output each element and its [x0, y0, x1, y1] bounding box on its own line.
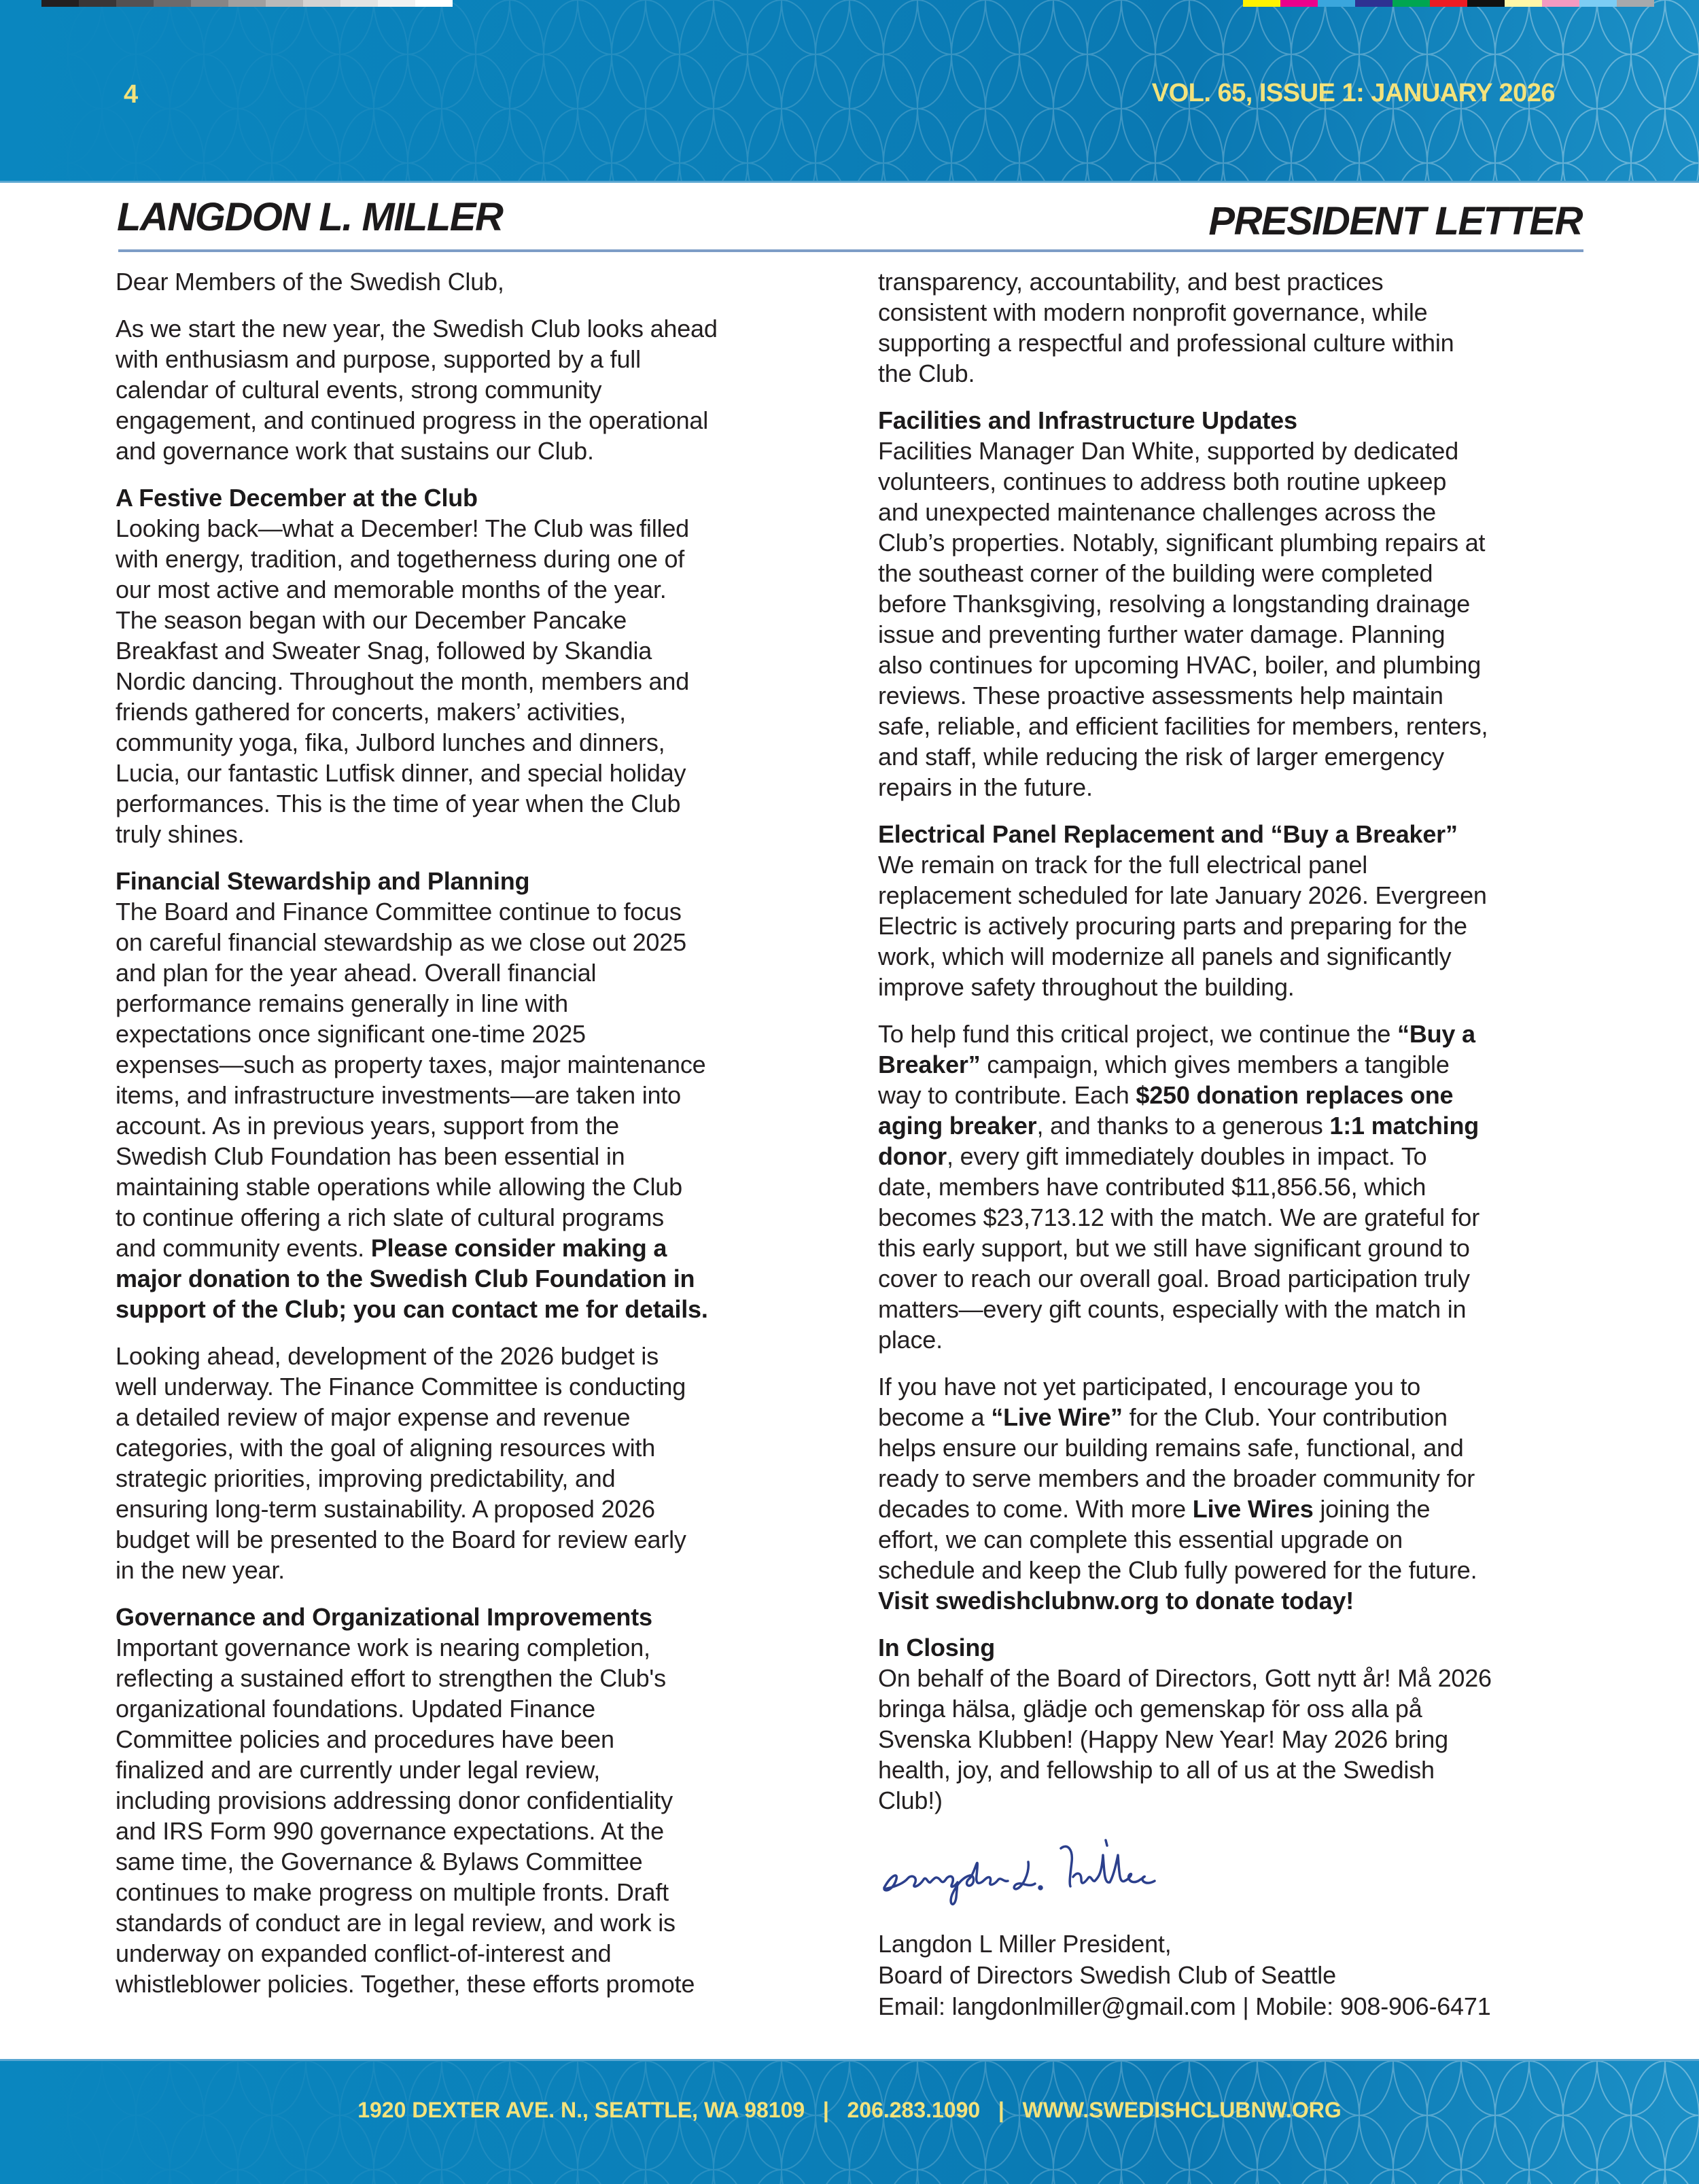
left-column [116, 266, 718, 1999]
registration-swatch [191, 0, 228, 7]
paragraph [116, 482, 718, 849]
paragraph [116, 266, 718, 297]
registration-swatch [1467, 0, 1505, 7]
paragraph [878, 1019, 1492, 1355]
section-heading: A Festive December at the Club [116, 484, 478, 512]
signoff-name: Langdon L Miller President, [878, 1930, 1172, 1958]
registration-swatch [303, 0, 340, 7]
author-title: LANGDON L. MILLER [117, 195, 503, 239]
registration-swatch [1542, 0, 1579, 7]
emphasis-text: “Buy a Breaker” [878, 1020, 1475, 1078]
footer-website-link[interactable]: WWW.SWEDISHCLUBNW.ORG [1022, 2098, 1342, 2122]
registration-swatch [1355, 0, 1393, 7]
registration-swatch [1505, 0, 1542, 7]
footer-separator: | [822, 2098, 829, 2122]
registration-swatch [1579, 0, 1617, 7]
signoff-block [878, 1928, 1491, 2022]
signoff-organization: Board of Directors Swedish Club of Seattle [878, 1961, 1336, 1989]
issue-label: VOL. 65, ISSUE 1: JANUARY 2026 [1151, 79, 1555, 107]
footer-contact [0, 2096, 1699, 2124]
registration-swatch [1243, 0, 1280, 7]
paragraph [878, 819, 1492, 1002]
body-text: transparency, accountability, and best practices consistent with modern nonprofit governance, while supporting a respectful and professional culture within the Club. [878, 268, 1454, 387]
section-heading: Governance and Organizational Improvements [116, 1603, 652, 1631]
emphasis-text: 1:1 matching donor [878, 1112, 1479, 1170]
paragraph [878, 1371, 1492, 1616]
registration-swatch [41, 0, 79, 7]
registration-swatch [116, 0, 154, 7]
body-text: Looking ahead, development of the 2026 budget is well underway. The Finance Committee is conducting a detailed review of major expense and revenue categories, with the goal of aligning resources with strategic priorities, improving predictability, and ensuring long-term sustainability. A proposed 2026 budget will be presented to the Board for review early in the new year. [116, 1342, 686, 1584]
body-text: joining the effort, we can complete this essential upgrade on schedule and keep the Club fully powered for the future. [878, 1495, 1477, 1584]
body-text: On behalf of the Board of Directors, Gott nytt år! Må 2026 bringa hälsa, glädje och gemenskap för oss alla på Svenska Klubben! (Happy New Year! May 2026 bring health, joy, and fellowship to all of us at the Swedish Club!) [878, 1664, 1492, 1814]
section-heading: Financial Stewardship and Planning [116, 867, 530, 895]
color-registration-swatches [1243, 0, 1654, 7]
paragraph [116, 866, 718, 1324]
registration-swatch [1393, 0, 1430, 7]
body-text: If you have not yet participated, I encourage you to become a [878, 1373, 1421, 1431]
body-text: Important governance work is nearing completion, reflecting a sustained effort to strengthen the Club's organizational foundations. Updated Finance Committee policies and procedures have been finalized and are currently under legal review, including provisions addressing donor confidentiality and IRS Form 990 governance expectations. At the same time, the Governance & Bylaws Committee continues to make progress on multiple fronts. Draft standards of conduct are in legal review, and work is underway on expanded conflict-of-interest and whistleblower policies. Together, these efforts promote [116, 1634, 695, 1998]
section-heading: In Closing [878, 1634, 995, 1661]
signoff-contact: Email: langdonlmiller@gmail.com | Mobile: 908-906-6471 [878, 1992, 1491, 2020]
registration-swatch [1280, 0, 1318, 7]
signature-image [877, 1835, 1183, 1909]
section-heading: Electrical Panel Replacement and “Buy a Breaker” [878, 820, 1458, 848]
body-text: , every gift immediately doubles in impact. To date, members have contributed $11,856.56, which becomes $23,713.12 with the match. We are grateful for this early support, but we still have significant ground to cover to reach our overall goal. Broad participation truly matters—every gift counts, especially with the match in place. [878, 1142, 1480, 1354]
registration-swatch [1318, 0, 1355, 7]
registration-swatch [340, 0, 378, 7]
footer-address: 1920 DEXTER AVE. N., SEATTLE, WA 98109 [357, 2098, 805, 2122]
body-text: To help fund this critical project, we continue the [878, 1020, 1398, 1048]
emphasis-text: $250 donation replaces one aging breaker [878, 1081, 1454, 1140]
emphasis-text: Live Wires [1192, 1495, 1314, 1523]
paragraph [878, 405, 1492, 803]
page-number: 4 [124, 80, 139, 109]
body-text: campaign, which gives members a tangible way to contribute. Each [878, 1051, 1450, 1109]
registration-swatch [266, 0, 303, 7]
footer-band [0, 2059, 1699, 2184]
header-band [0, 0, 1699, 183]
footer-phone[interactable]: 206.283.1090 [847, 2098, 981, 2122]
registration-swatch [415, 0, 453, 7]
body-text: The Board and Finance Committee continue to focus on careful financial stewardship as we close out 2025 and plan for the year ahead. Overall financial performance remains generally in line with expectations once significant one-time 2025 expenses—such as property taxes, major maintenance items, and infrastructure investments—are taken into account. As in previous years, support from the Swedish Club Foundation has been essential in maintaining stable operations while allowing the Club to continue offering a rich slate of cultural programs and community events. [116, 898, 706, 1262]
body-text: for the Club. Your contribution helps ensure our building remains safe, functional, and ready to serve members and the broader community for decades to come. With more [878, 1403, 1475, 1523]
registration-swatch [1430, 0, 1467, 7]
body-text: Dear Members of the Swedish Club, [116, 268, 504, 296]
emphasis-text: Visit swedishclubnw.org to donate today! [878, 1587, 1354, 1615]
body-text: Facilities Manager Dan White, supported by dedicated volunteers, continues to address both routine upkeep and unexpected maintenance challenges across the Club’s properties. Notably, significant plumbing repairs at the southeast corner of the building were completed before Thanksgiving, resolving a longstanding drainage issue and preventing further water damage. Planning also continues for upcoming HVAC, boiler, and plumbing reviews. These proactive assessments help maintain safe, reliable, and efficient facilities for members, renters, and staff, while reducing the risk of larger emergency repairs in the future. [878, 437, 1488, 801]
registration-swatch [154, 0, 191, 7]
registration-swatch [228, 0, 266, 7]
body-text: We remain on track for the full electrical panel replacement scheduled for late January 2026. Evergreen Electric is actively procuring parts and preparing for the work, which will modernize all panels and significantly improve safety throughout the building. [878, 851, 1487, 1001]
paragraph [116, 1602, 718, 1999]
footer-separator: | [998, 2098, 1004, 2122]
right-column [878, 266, 1492, 1816]
emphasis-text: Please consider making a major donation to the Swedish Club Foundation in support of the Club; you can contact me for details. [116, 1234, 708, 1323]
gray-registration-swatches [41, 0, 453, 7]
registration-swatch [1617, 0, 1654, 7]
body-text: Looking back—what a December! The Club was filled with energy, tradition, and togetherness during one of our most active and memorable months of the year. The season began with our December Pancake Breakfast and Sweater Snag, followed by Skandia Nordic dancing. Throughout the month, members and friends gathered for concerts, makers’ activities, community yoga, fika, Julbord lunches and dinners, Lucia, our fantastic Lutfisk dinner, and special holiday performances. This is the time of year when the Club truly shines. [116, 514, 690, 848]
registration-swatch [378, 0, 415, 7]
paragraph [116, 313, 718, 466]
paragraph [116, 1341, 718, 1585]
body-text: As we start the new year, the Swedish Club looks ahead with enthusiasm and purpose, supported by a full calendar of cultural events, strong community engagement, and continued progress in the operational and governance work that sustains our Club. [116, 315, 718, 465]
paragraph [878, 1632, 1492, 1816]
section-heading: Facilities and Infrastructure Updates [878, 406, 1297, 434]
title-divider [118, 249, 1583, 252]
registration-swatch [79, 0, 116, 7]
section-title: PRESIDENT LETTER [1208, 199, 1582, 243]
emphasis-text: “Live Wire” [991, 1403, 1123, 1431]
body-text: , and thanks to a generous [1036, 1112, 1330, 1140]
paragraph [878, 266, 1492, 389]
